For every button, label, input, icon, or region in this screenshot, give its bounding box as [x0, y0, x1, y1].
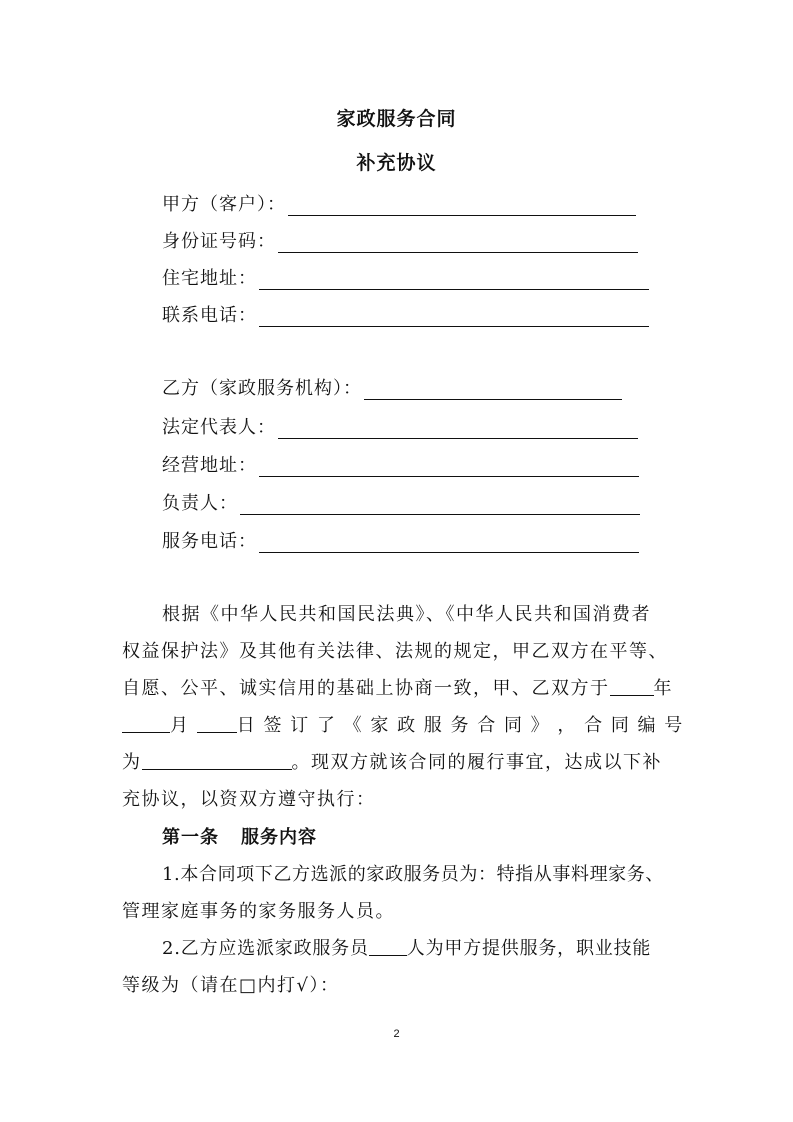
preamble-line-3-text: 自愿、公平、诚实信用的基础上协商一致，甲、乙双方于	[122, 678, 610, 699]
preamble-line-2: 权益保护法》及其他有关法律、法规的规定，甲乙双方在平等、	[122, 641, 668, 662]
preamble-line-6: 充协议，以资双方遵守执行：	[122, 789, 376, 810]
preamble-line-5-text: 。现双方就该合同的履行事宜，达成以下补	[291, 752, 662, 773]
article-1-item-2-line-2: 等级为（请在□内打√）：	[122, 975, 340, 996]
party-b-manager-label: 负责人：	[162, 493, 238, 514]
year-label: 年	[653, 678, 673, 699]
party-b-phone-blank[interactable]	[259, 534, 639, 553]
preamble-line-3	[122, 674, 673, 700]
preamble-line-4	[122, 711, 684, 737]
party-a-name-blank[interactable]	[288, 197, 636, 216]
article-1-item-2-text-b: 人为甲方提供服务，职业技能	[406, 938, 652, 959]
party-b-phone-label: 服务电话：	[162, 531, 257, 552]
party-b-rep-field[interactable]	[162, 413, 638, 439]
month-label: 月	[170, 715, 190, 736]
party-a-id-label: 身份证号码：	[162, 231, 276, 252]
article-1-item-2-line-1	[162, 934, 651, 960]
party-b-name-field[interactable]	[162, 374, 622, 400]
party-a-name-field[interactable]	[162, 190, 636, 216]
party-a-phone-label: 联系电话：	[162, 305, 257, 326]
party-a-phone-blank[interactable]	[259, 308, 649, 327]
article-1-item-1-line-1: 1.本合同项下乙方选派的家政服务员为：特指从事料理家务、	[162, 864, 664, 885]
party-a-address-blank[interactable]	[259, 271, 649, 290]
page-number: 2	[393, 1028, 400, 1040]
party-a-id-blank[interactable]	[278, 234, 638, 253]
party-b-address-field[interactable]	[162, 451, 639, 477]
party-b-name-blank[interactable]	[364, 381, 622, 400]
party-a-address-label: 住宅地址：	[162, 268, 257, 289]
article-1-heading	[162, 823, 317, 849]
article-1-item-1-line-2: 管理家庭事务的家务服务人员。	[122, 901, 395, 922]
party-b-rep-label: 法定代表人：	[162, 417, 276, 438]
article-1-number: 第一条	[162, 827, 219, 848]
party-a-name-label: 甲方（客户）：	[162, 194, 286, 215]
party-a-id-field[interactable]	[162, 227, 638, 253]
article-1-title: 服务内容	[241, 827, 317, 848]
contract-number-prefix: 为	[122, 752, 142, 773]
party-a-address-field[interactable]	[162, 264, 649, 290]
year-blank[interactable]	[610, 679, 654, 696]
party-b-name-label: 乙方（家政服务机构）：	[162, 378, 362, 399]
preamble-line-5	[122, 748, 662, 774]
party-a-phone-field[interactable]	[162, 301, 649, 327]
staff-count-blank[interactable]	[369, 939, 407, 956]
party-b-manager-blank[interactable]	[240, 496, 640, 515]
document-subtitle: 补充协议	[356, 152, 437, 174]
preamble-line-1: 根据《中华人民共和国民法典》、《中华人民共和国消费者	[162, 604, 651, 625]
document-title: 家政服务合同	[336, 108, 457, 130]
article-1-item-2-text-a: 2.乙方应选派家政服务员	[162, 938, 369, 959]
party-b-address-label: 经营地址：	[162, 455, 257, 476]
party-b-address-blank[interactable]	[259, 458, 639, 477]
party-b-manager-field[interactable]	[162, 489, 640, 515]
day-blank[interactable]	[197, 716, 237, 733]
preamble-line-4-text: 日 签 订 了 《 家 政 服 务 合 同 》 ， 合 同 编 号	[236, 715, 684, 736]
party-b-phone-field[interactable]	[162, 527, 639, 553]
contract-number-blank[interactable]	[142, 753, 292, 770]
month-blank[interactable]	[122, 716, 170, 733]
party-b-rep-blank[interactable]	[278, 420, 638, 439]
